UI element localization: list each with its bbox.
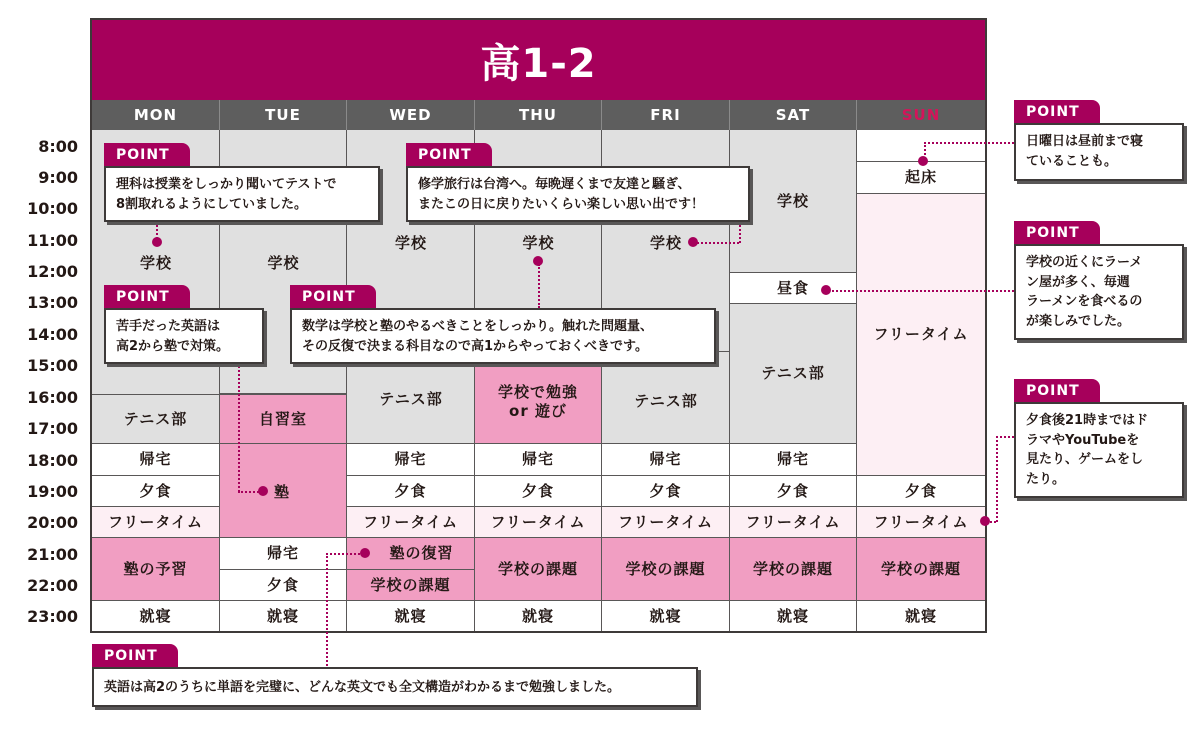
point-ramen: 学校の近くにラーメ ン屋が多く、毎週 ラーメンを食べるの が楽しみでした。 <box>1014 244 1184 340</box>
sat-homework-cell: 学校の課題 <box>730 538 857 601</box>
point-trip: 修学旅行は台湾へ。毎晩遅くまで友達と騒ぎ、 またこの日に戻りたいくらい楽しい思い出です！ <box>406 166 750 222</box>
wed-tennis-label: テニス部 <box>379 389 443 408</box>
point-youtube: 夕食後21時まではド ラマやYouTubeを 見たり、ゲームをし たり。 <box>1014 402 1184 498</box>
sun-sleep-cell: 就寝 <box>857 601 985 631</box>
time-label: 22:00 <box>27 576 78 595</box>
leader-dot <box>258 486 268 496</box>
point-tag: POINT <box>92 644 178 668</box>
leader-dot <box>688 237 698 247</box>
wed-juku-review-cell: 塾の復習 <box>347 538 475 570</box>
time-label: 13:00 <box>27 293 78 312</box>
wed-free-cell: フリータイム <box>347 507 475 538</box>
sat-school-cell: 学校 <box>730 130 857 273</box>
thu-sleep-cell: 就寝 <box>475 601 602 631</box>
fri-sleep-cell: 就寝 <box>602 601 730 631</box>
leader-line <box>996 436 1014 438</box>
time-label: 18:00 <box>27 451 78 470</box>
wed-sleep-cell: 就寝 <box>347 601 475 631</box>
fri-dinner-cell: 夕食 <box>602 476 730 507</box>
leader-line <box>238 366 240 492</box>
leader-dot <box>533 256 543 266</box>
thu-free-cell: フリータイム <box>475 507 602 538</box>
sat-home-cell: 帰宅 <box>730 444 857 476</box>
tue-dinner-cell: 夕食 <box>220 570 347 601</box>
leader-dot <box>918 156 928 166</box>
fri-free-cell: フリータイム <box>602 507 730 538</box>
leader-line <box>739 225 741 243</box>
time-label: 9:00 <box>38 168 78 187</box>
leader-line <box>538 264 540 308</box>
mon-dinner-cell: 夕食 <box>92 476 220 507</box>
time-label: 14:00 <box>27 325 78 344</box>
leader-line <box>828 290 1014 292</box>
fri-school-label: 学校 <box>649 233 682 252</box>
time-label: 15:00 <box>27 356 78 375</box>
leader-line <box>996 436 998 522</box>
sun-homework-cell: 学校の課題 <box>857 538 985 601</box>
point-science: 理科は授業をしっかり聞いてテストで 8割取れるようにしていました。 <box>104 166 380 222</box>
time-label: 12:00 <box>27 262 78 281</box>
point-tag: POINT <box>1014 379 1100 403</box>
leader-dot <box>360 548 370 558</box>
day-header-mon: MON <box>92 100 220 130</box>
point-sunday: 日曜日は昼前まで寝 ていることも。 <box>1014 123 1184 181</box>
day-header-sun: SUN <box>857 100 985 130</box>
time-label: 10:00 <box>27 199 78 218</box>
sat-dinner-cell: 夕食 <box>730 476 857 507</box>
tue-home-cell: 帰宅 <box>220 538 347 570</box>
day-header-sat: SAT <box>730 100 857 130</box>
point-tag: POINT <box>290 285 376 309</box>
sat-lunch-cell: 昼食 <box>730 273 857 304</box>
leader-line <box>924 142 1014 144</box>
wed-dinner-cell: 夕食 <box>347 476 475 507</box>
sun-free-cell: フリータイム <box>857 507 985 538</box>
day-header-tue: TUE <box>220 100 347 130</box>
sat-tennis-cell: テニス部 <box>730 304 857 444</box>
point-tag: POINT <box>406 143 492 167</box>
point-english-vocab: 英語は高2のうちに単語を完璧に、どんな英文でも全文構造がわかるまで勉強しました。 <box>92 667 698 707</box>
thu-home-cell: 帰宅 <box>475 444 602 476</box>
point-tag: POINT <box>1014 221 1100 245</box>
point-english-juku: 苦手だった英語は 高2から塾で対策。 <box>104 308 264 364</box>
mon-sleep-cell: 就寝 <box>92 601 220 631</box>
leader-line <box>326 553 328 669</box>
page-title: 高1-2 <box>92 20 985 100</box>
leader-dot <box>152 237 162 247</box>
leader-line <box>326 553 364 555</box>
time-label: 8:00 <box>38 137 78 156</box>
tue-school-label: 学校 <box>267 253 300 272</box>
day-header-thu: THU <box>475 100 602 130</box>
mon-tennis-cell: テニス部 <box>92 394 220 444</box>
time-label: 16:00 <box>27 388 78 407</box>
wed-school-label: 学校 <box>394 233 427 252</box>
thu-study-or-play-cell: 学校で勉強 or 遊び <box>475 352 602 444</box>
point-tag: POINT <box>1014 100 1100 124</box>
point-tag: POINT <box>104 143 190 167</box>
mon-home-cell: 帰宅 <box>92 444 220 476</box>
leader-dot <box>980 516 990 526</box>
tue-juku-label: 塾 <box>273 482 290 501</box>
mon-school-label: 学校 <box>139 253 172 272</box>
fri-homework-cell: 学校の課題 <box>602 538 730 601</box>
mon-free-cell: フリータイム <box>92 507 220 538</box>
thu-dinner-cell: 夕食 <box>475 476 602 507</box>
time-label: 11:00 <box>27 231 78 250</box>
day-header-fri: FRI <box>602 100 730 130</box>
time-label: 21:00 <box>27 545 78 564</box>
wed-homework-cell: 学校の課題 <box>347 570 475 601</box>
thu-homework-cell: 学校の課題 <box>475 538 602 601</box>
sun-wake-cell: 起床 <box>857 162 985 194</box>
tue-study-room-cell: 自習室 <box>220 394 347 444</box>
wed-home-cell: 帰宅 <box>347 444 475 476</box>
day-header-wed: WED <box>347 100 475 130</box>
tue-sleep-cell: 就寝 <box>220 601 347 631</box>
fri-tennis-label: テニス部 <box>634 391 698 410</box>
point-math: 数学は学校と塾のやるべきことをしっかり。触れた問題量、 その反復で決まる科目なので高1からやっておくべきです。 <box>290 308 716 364</box>
time-label: 23:00 <box>27 607 78 626</box>
time-label: 17:00 <box>27 419 78 438</box>
mon-juku-prep-cell: 塾の予習 <box>92 538 220 601</box>
thu-school-label: 学校 <box>522 233 555 252</box>
leader-dot <box>821 285 831 295</box>
point-tag: POINT <box>104 285 190 309</box>
sun-free-long-cell: フリータイム <box>857 194 985 476</box>
sun-dinner-cell: 夕食 <box>857 476 985 507</box>
sat-free-cell: フリータイム <box>730 507 857 538</box>
fri-home-cell: 帰宅 <box>602 444 730 476</box>
sat-sleep-cell: 就寝 <box>730 601 857 631</box>
time-label: 19:00 <box>27 482 78 501</box>
time-label: 20:00 <box>27 513 78 532</box>
leader-line <box>693 242 739 244</box>
